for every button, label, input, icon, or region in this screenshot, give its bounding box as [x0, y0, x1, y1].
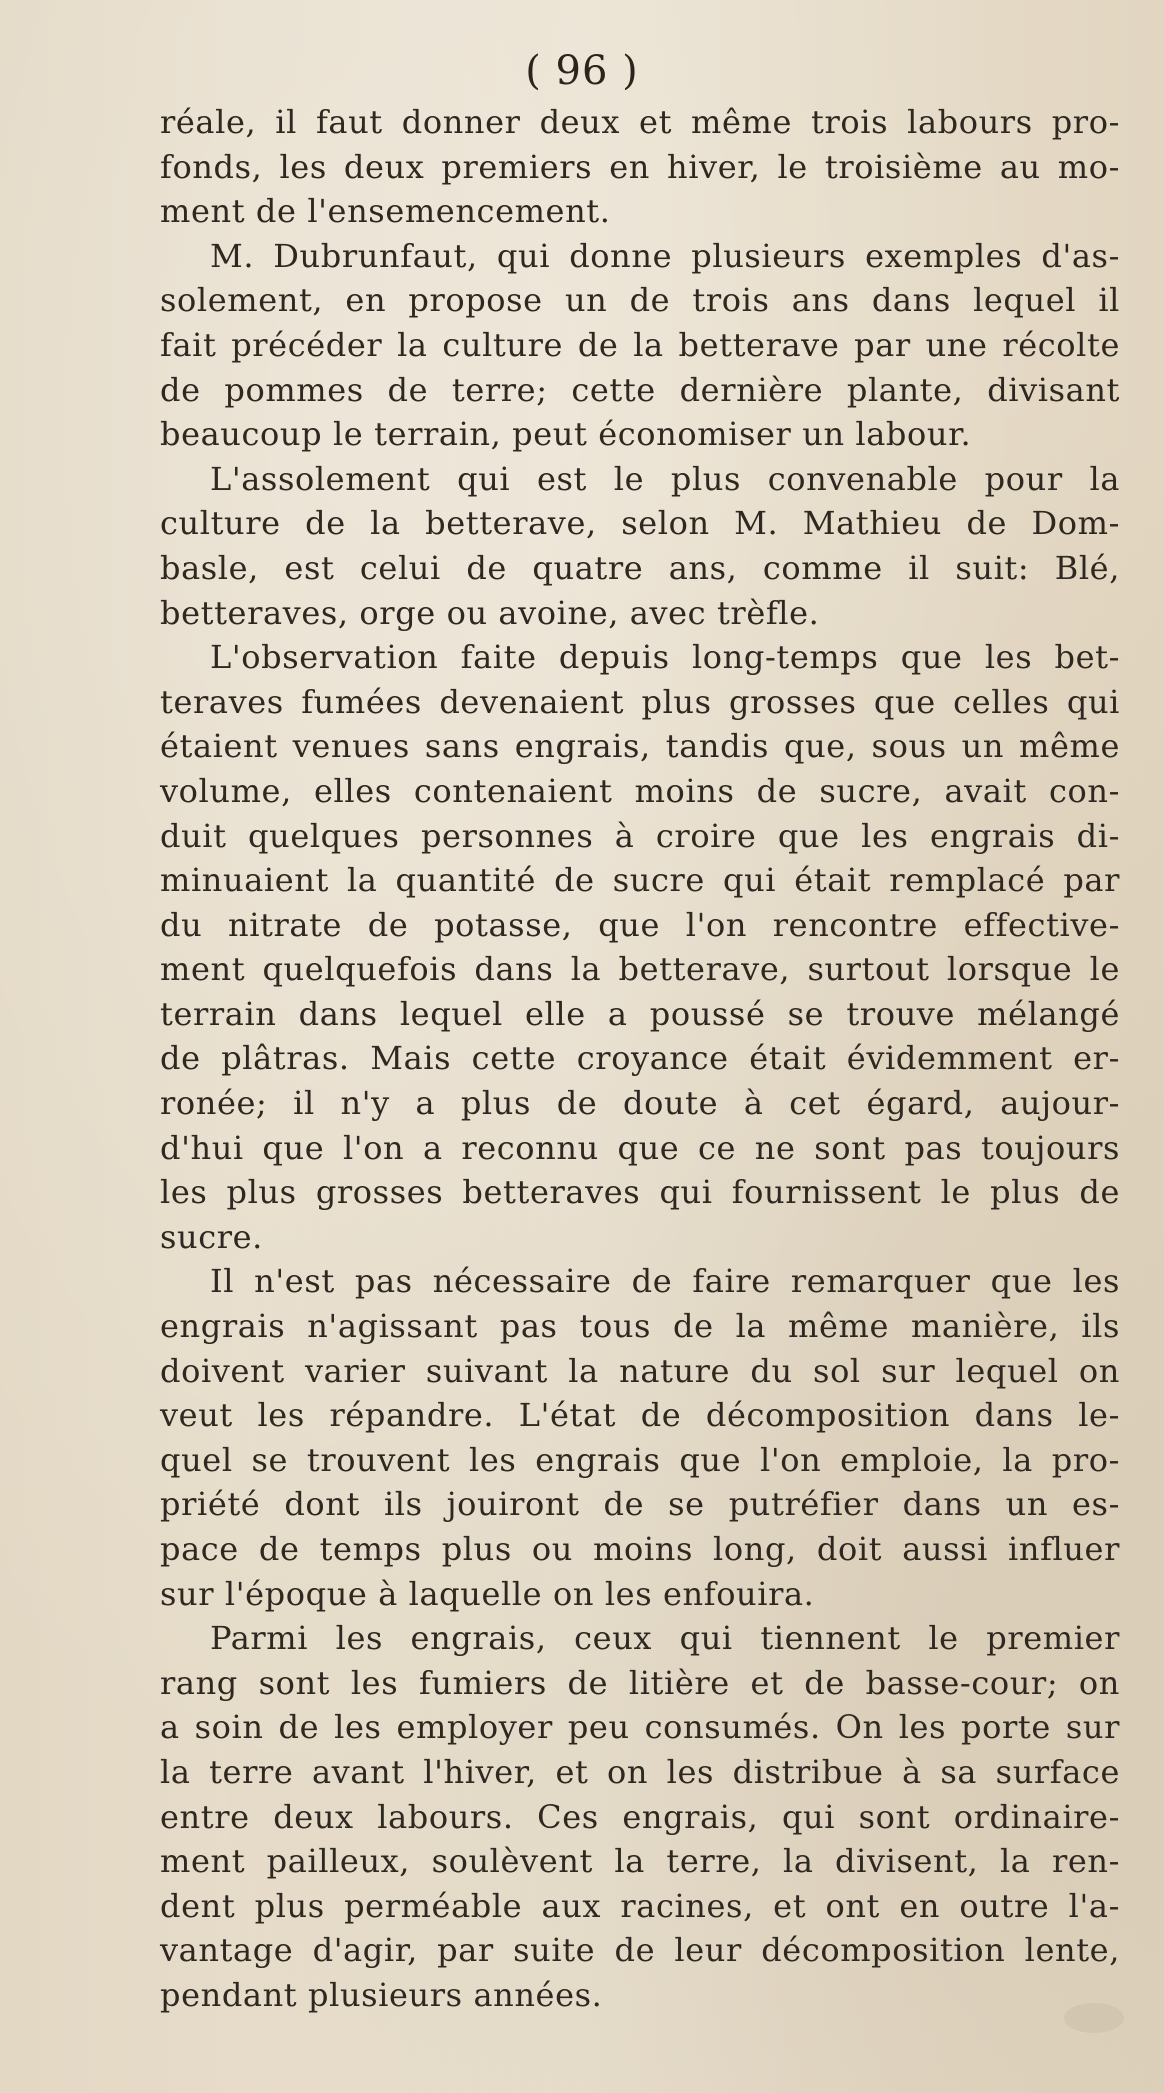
text-line: vantage d'agir, par suite de leur décomposition lente,: [160, 1931, 1120, 1970]
text-line: minuaient la quantité de sucre qui était remplacé par: [160, 861, 1120, 900]
text-line: basle, est celui de quatre ans, comme il suit: Blé,: [160, 548, 1120, 587]
text-line: quel se trouvent les engrais que l'on emploie, la pro-: [160, 1440, 1120, 1479]
body-text: [160, 100, 1120, 2018]
text-line: d'hui que l'on a reconnu que ce ne sont pas toujours: [160, 1128, 1120, 1167]
page-number: ( 96 ): [525, 48, 639, 94]
text-line: L'observation faite depuis long-temps que les bet-: [210, 638, 1120, 677]
text-line: terrain dans lequel elle a poussé se trouve mélangé: [160, 994, 1120, 1033]
text-line: ment de l'ensemencement.: [160, 192, 611, 231]
text-line: sur l'époque à laquelle on les enfouira.: [160, 1574, 815, 1613]
text-line: betteraves, orge ou avoine, avec trèfle.: [160, 593, 820, 632]
text-line: fait précéder la culture de la betterave par une récolte: [160, 325, 1120, 364]
text-line: pace de temps plus ou moins long, doit aussi influer: [160, 1530, 1120, 1568]
text-line: a soin de les employer peu consumés. On les porte sur: [160, 1708, 1120, 1747]
text-line: solement, en propose un de trois ans dans lequel il: [160, 281, 1120, 320]
text-line: volume, elles contenaient moins de sucre, avait con-: [160, 771, 1120, 810]
text-line: teraves fumées devenaient plus grosses que celles qui: [160, 682, 1120, 721]
text-line: culture de la betterave, selon M. Mathieu de Dom-: [160, 504, 1120, 543]
text-line: la terre avant l'hiver, et on les distribue à sa surface: [160, 1752, 1120, 1791]
text-line: ment pailleux, soulèvent la terre, la divisent, la ren-: [160, 1842, 1120, 1881]
text-line: beaucoup le terrain, peut économiser un labour.: [160, 415, 972, 454]
text-line: entre deux labours. Ces engrais, qui sont ordinaire-: [160, 1797, 1120, 1836]
text-line: engrais n'agissant pas tous de la même manière, ils: [160, 1307, 1120, 1346]
paper-stain: [1064, 2003, 1124, 2033]
text-line: veut les répandre. L'état de décomposition dans le-: [160, 1396, 1120, 1435]
text-line: de plâtras. Mais cette croyance était évidemment er-: [160, 1039, 1120, 1078]
text-line: pendant plusieurs années.: [160, 1975, 603, 2014]
text-line: doivent varier suivant la nature du sol sur lequel on: [160, 1351, 1120, 1390]
text-line: priété dont ils jouiront de se putréfier dans un es-: [160, 1485, 1120, 1524]
text-line: du nitrate de potasse, que l'on rencontre effective-: [160, 905, 1120, 944]
text-line: Parmi les engrais, ceux qui tiennent le premier: [210, 1619, 1120, 1658]
text-line: duit quelques personnes à croire que les engrais di-: [160, 816, 1120, 855]
text-line: ronée; il n'y a plus de doute à cet égard, aujour-: [160, 1084, 1120, 1123]
text-line: L'assolement qui est le plus convenable pour la: [210, 459, 1120, 498]
text-line: étaient venues sans engrais, tandis que, sous un même: [160, 727, 1120, 766]
text-line: réale, il faut donner deux et même trois labours pro-: [160, 103, 1120, 141]
text-line: ment quelquefois dans la betterave, surtout lorsque le: [160, 950, 1120, 989]
text-line: de pommes de terre; cette dernière plante, divisant: [160, 370, 1120, 409]
text-line: M. Dubrunfaut, qui donne plusieurs exemples d'as-: [210, 236, 1120, 275]
text-line: les plus grosses betteraves qui fournissent le plus de: [160, 1173, 1120, 1212]
text-line: rang sont les fumiers de litière et de basse-cour; on: [160, 1663, 1120, 1702]
text-line: sucre.: [160, 1217, 263, 1256]
text-line: Il n'est pas nécessaire de faire remarquer que les: [210, 1262, 1120, 1301]
text-line: fonds, les deux premiers en hiver, le troisième au mo-: [160, 147, 1120, 186]
text-line: dent plus perméable aux racines, et ont en outre l'a-: [160, 1886, 1120, 1925]
